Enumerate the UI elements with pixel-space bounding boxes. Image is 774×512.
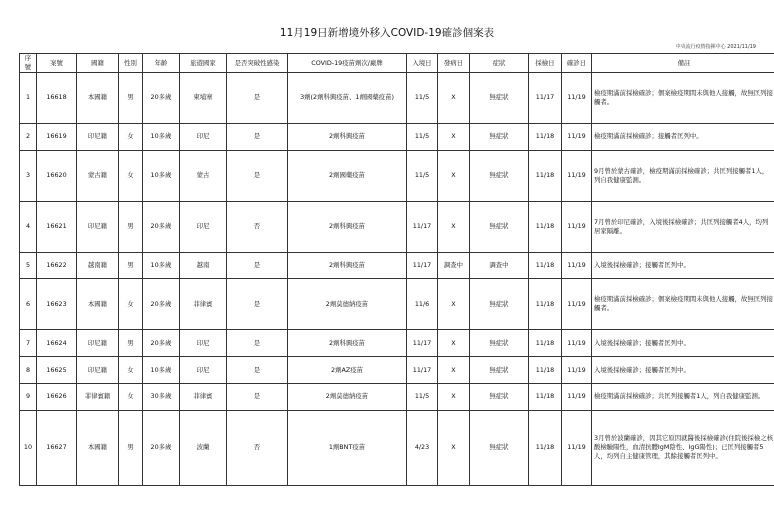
cell-entry-date: 4/23 xyxy=(407,410,438,485)
cell-breakthrough: 是 xyxy=(227,73,288,124)
cell-note: 7月曾於印尼確診，入境後採檢確診；共匡列接觸者4人，均列居家隔離。 xyxy=(592,201,774,252)
cell-nationality: 本國籍 xyxy=(77,410,119,485)
cell-symptom: 無症狀 xyxy=(470,330,529,357)
cell-travel-country: 菲律賓 xyxy=(180,279,227,330)
cell-gender: 男 xyxy=(119,330,143,357)
cell-nationality: 蒙古籍 xyxy=(77,150,119,201)
column-header: 序號 xyxy=(20,54,37,73)
cell-note: 入境後採檢確診；接觸者匡列中。 xyxy=(592,357,774,384)
cell-vaccine: 2劑科興疫苗 xyxy=(288,201,407,252)
cell-seq: 8 xyxy=(20,357,37,384)
cell-entry-date: 11/5 xyxy=(407,73,438,124)
cell-entry-date: 11/5 xyxy=(407,123,438,150)
column-header: 症狀 xyxy=(470,54,529,73)
cell-vaccine: 2劑科興疫苗 xyxy=(288,123,407,150)
column-header: 國籍 xyxy=(77,54,119,73)
table-row xyxy=(20,410,774,485)
cell-seq: 6 xyxy=(20,279,37,330)
cell-note: 檢疫期滿前採檢確診；個案檢疫期間未與他人接觸，故無匡列接觸者。 xyxy=(592,73,774,124)
cell-travel-country: 印尼 xyxy=(180,330,227,357)
column-header: 發病日 xyxy=(438,54,470,73)
cell-symptom: 無症狀 xyxy=(470,410,529,485)
cell-seq: 9 xyxy=(20,384,37,411)
cell-confirm-date: 11/19 xyxy=(562,410,592,485)
cell-breakthrough: 是 xyxy=(227,150,288,201)
cell-breakthrough: 是 xyxy=(227,123,288,150)
cell-travel-country: 柬埔寨 xyxy=(180,73,227,124)
column-header: 性別 xyxy=(119,54,143,73)
table-row xyxy=(20,384,774,411)
cell-age: 30多歲 xyxy=(143,384,180,411)
cell-age: 10多歲 xyxy=(143,252,180,279)
cell-age: 20多歲 xyxy=(143,279,180,330)
cell-note: 3月曾於波蘭確診，因其它原因就醫後採檢確診(住院後採檢之核酸檢驗陽性，血清抗體IgM陰性、IgG陽性)；已匡列接觸者5人，均列自主健康管理，其餘接觸者匡列中。 xyxy=(592,410,774,485)
cell-sampling-date: 11/18 xyxy=(529,330,562,357)
cell-seq: 3 xyxy=(20,150,37,201)
cell-breakthrough: 否 xyxy=(227,410,288,485)
cell-nationality: 本國籍 xyxy=(77,279,119,330)
cell-breakthrough: 是 xyxy=(227,357,288,384)
cell-sampling-date: 11/18 xyxy=(529,252,562,279)
cell-gender: 男 xyxy=(119,73,143,124)
cell-seq: 1 xyxy=(20,73,37,124)
cell-onset-date: X xyxy=(438,150,470,201)
cell-symptom: 無症狀 xyxy=(470,384,529,411)
cell-case-id: 16623 xyxy=(37,279,77,330)
cell-note: 入境後採檢確診；接觸者匡列中。 xyxy=(592,252,774,279)
cell-case-id: 16625 xyxy=(37,357,77,384)
cell-case-id: 16621 xyxy=(37,201,77,252)
cell-case-id: 16627 xyxy=(37,410,77,485)
cell-onset-date: X xyxy=(438,279,470,330)
cell-breakthrough: 是 xyxy=(227,252,288,279)
cell-seq: 5 xyxy=(20,252,37,279)
table-row xyxy=(20,252,774,279)
cell-gender: 女 xyxy=(119,384,143,411)
cell-entry-date: 11/17 xyxy=(407,330,438,357)
cell-onset-date: X xyxy=(438,201,470,252)
document-title: 11月19日新增境外移入COVID-19確診個案表 xyxy=(279,27,495,39)
cell-symptom: 無症狀 xyxy=(470,150,529,201)
cell-age: 20多歲 xyxy=(143,73,180,124)
cell-travel-country: 菲律賓 xyxy=(180,384,227,411)
case-table xyxy=(19,53,774,486)
cell-gender: 女 xyxy=(119,123,143,150)
cell-symptom: 調查中 xyxy=(470,252,529,279)
cell-confirm-date: 11/19 xyxy=(562,252,592,279)
cell-gender: 男 xyxy=(119,410,143,485)
cell-symptom: 無症狀 xyxy=(470,73,529,124)
table-row xyxy=(20,73,774,124)
column-header: 年齡 xyxy=(143,54,180,73)
cell-note: 入境後採檢確診；接觸者匡列中。 xyxy=(592,330,774,357)
source-note: 中央流行疫情指揮中心 2021/11/19 xyxy=(675,44,756,50)
cell-confirm-date: 11/19 xyxy=(562,279,592,330)
cell-confirm-date: 11/19 xyxy=(562,123,592,150)
cell-sampling-date: 11/18 xyxy=(529,150,562,201)
cell-vaccine: 2劑國藥疫苗 xyxy=(288,150,407,201)
cell-travel-country: 印尼 xyxy=(180,201,227,252)
cell-entry-date: 11/5 xyxy=(407,150,438,201)
cell-entry-date: 11/17 xyxy=(407,252,438,279)
cell-case-id: 16620 xyxy=(37,150,77,201)
cell-gender: 女 xyxy=(119,279,143,330)
cell-note: 檢疫期滿前採檢確診；個案檢疫期間未與他人接觸，故無匡列接觸者。 xyxy=(592,279,774,330)
cell-confirm-date: 11/19 xyxy=(562,150,592,201)
cell-confirm-date: 11/19 xyxy=(562,357,592,384)
cell-note: 9月曾於蒙古確診，檢疫期滿前採檢確診；共匡列接觸者1人，列自我健康監測。 xyxy=(592,150,774,201)
cell-seq: 7 xyxy=(20,330,37,357)
column-header: COVID-19疫苗劑次/廠牌 xyxy=(288,54,407,73)
cell-vaccine: 3劑(2劑科興疫苗、1劑國藥疫苗) xyxy=(288,73,407,124)
cell-sampling-date: 11/18 xyxy=(529,201,562,252)
cell-age: 20多歲 xyxy=(143,330,180,357)
cell-onset-date: X xyxy=(438,123,470,150)
cell-vaccine: 2劑莫德納疫苗 xyxy=(288,279,407,330)
cell-sampling-date: 11/18 xyxy=(529,279,562,330)
column-header: 是否突破性感染 xyxy=(227,54,288,73)
cell-case-id: 16618 xyxy=(37,73,77,124)
cell-sampling-date: 11/17 xyxy=(529,73,562,124)
cell-age: 10多歲 xyxy=(143,123,180,150)
column-header: 備註 xyxy=(592,54,774,73)
cell-gender: 女 xyxy=(119,357,143,384)
cell-travel-country: 波蘭 xyxy=(180,410,227,485)
cell-seq: 2 xyxy=(20,123,37,150)
cell-vaccine: 2劑科興疫苗 xyxy=(288,252,407,279)
header-row xyxy=(20,54,774,73)
cell-seq: 4 xyxy=(20,201,37,252)
column-header: 確診日 xyxy=(562,54,592,73)
column-header: 入境日 xyxy=(407,54,438,73)
cell-onset-date: X xyxy=(438,410,470,485)
cell-entry-date: 11/17 xyxy=(407,201,438,252)
cell-symptom: 無症狀 xyxy=(470,123,529,150)
cell-nationality: 菲律賓籍 xyxy=(77,384,119,411)
cell-onset-date: 調查中 xyxy=(438,252,470,279)
cell-case-id: 16626 xyxy=(37,384,77,411)
cell-gender: 男 xyxy=(119,201,143,252)
cell-nationality: 本國籍 xyxy=(77,73,119,124)
cell-nationality: 印尼籍 xyxy=(77,123,119,150)
cell-seq: 10 xyxy=(20,410,37,485)
cell-symptom: 無症狀 xyxy=(470,201,529,252)
cell-confirm-date: 11/19 xyxy=(562,330,592,357)
table-row xyxy=(20,279,774,330)
cell-symptom: 無症狀 xyxy=(470,279,529,330)
cell-age: 10多歲 xyxy=(143,150,180,201)
cell-vaccine: 2劑AZ疫苗 xyxy=(288,357,407,384)
cell-entry-date: 11/17 xyxy=(407,357,438,384)
cell-travel-country: 越南 xyxy=(180,252,227,279)
cell-confirm-date: 11/19 xyxy=(562,201,592,252)
cell-onset-date: X xyxy=(438,330,470,357)
cell-nationality: 印尼籍 xyxy=(77,357,119,384)
table-row xyxy=(20,123,774,150)
cell-symptom: 無症狀 xyxy=(470,357,529,384)
table-row xyxy=(20,150,774,201)
cell-nationality: 印尼籍 xyxy=(77,201,119,252)
cell-onset-date: X xyxy=(438,357,470,384)
cell-sampling-date: 11/18 xyxy=(529,123,562,150)
cell-age: 20多歲 xyxy=(143,410,180,485)
cell-entry-date: 11/6 xyxy=(407,279,438,330)
cell-gender: 男 xyxy=(119,252,143,279)
cell-breakthrough: 是 xyxy=(227,279,288,330)
cell-confirm-date: 11/19 xyxy=(562,73,592,124)
column-header: 採檢日 xyxy=(529,54,562,73)
cell-entry-date: 11/5 xyxy=(407,384,438,411)
cell-sampling-date: 11/18 xyxy=(529,410,562,485)
cell-breakthrough: 否 xyxy=(227,201,288,252)
cell-confirm-date: 11/19 xyxy=(562,384,592,411)
cell-note: 檢疫期滿前採檢確診；接觸者匡列中。 xyxy=(592,123,774,150)
cell-vaccine: 2劑莫德納疫苗 xyxy=(288,384,407,411)
cell-case-id: 16622 xyxy=(37,252,77,279)
cell-nationality: 越南籍 xyxy=(77,252,119,279)
cell-breakthrough: 是 xyxy=(227,384,288,411)
cell-case-id: 16619 xyxy=(37,123,77,150)
cell-note: 檢疫期滿前採檢確診；共匡列接觸者1人，列自我健康監測。 xyxy=(592,384,774,411)
cell-travel-country: 印尼 xyxy=(180,123,227,150)
cell-sampling-date: 11/18 xyxy=(529,357,562,384)
cell-vaccine: 1劑BNT疫苗 xyxy=(288,410,407,485)
cell-age: 10多歲 xyxy=(143,357,180,384)
table-row xyxy=(20,330,774,357)
cell-travel-country: 印尼 xyxy=(180,357,227,384)
cell-onset-date: X xyxy=(438,73,470,124)
column-header: 旅遊國家 xyxy=(180,54,227,73)
cell-sampling-date: 11/18 xyxy=(529,384,562,411)
cell-age: 20多歲 xyxy=(143,201,180,252)
cell-travel-country: 蒙古 xyxy=(180,150,227,201)
table-row xyxy=(20,357,774,384)
cell-onset-date: X xyxy=(438,384,470,411)
cell-case-id: 16624 xyxy=(37,330,77,357)
column-header: 案號 xyxy=(37,54,77,73)
cell-gender: 女 xyxy=(119,150,143,201)
table-row xyxy=(20,201,774,252)
cell-vaccine: 2劑科興疫苗 xyxy=(288,330,407,357)
cell-breakthrough: 是 xyxy=(227,330,288,357)
cell-nationality: 印尼籍 xyxy=(77,330,119,357)
